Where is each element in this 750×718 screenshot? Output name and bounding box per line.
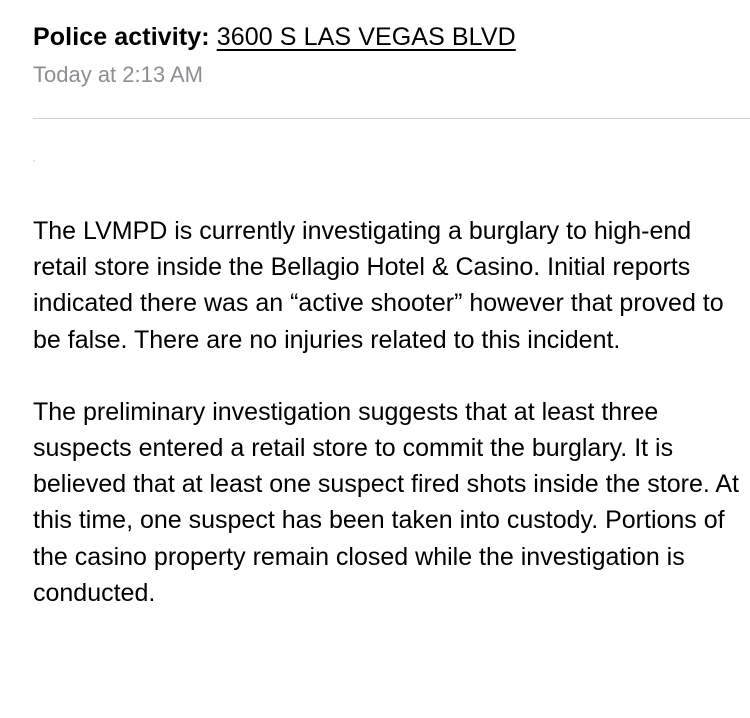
address-link[interactable]: 3600 S LAS VEGAS BLVD <box>216 23 516 51</box>
message-subject <box>33 20 733 54</box>
message-paragraph-1: The LVMPD is currently investigating a burglary to high-end retail store inside the Bellagio Hotel & Casino. Initial reports indicated there was an “active shooter” however that proved to be false. There are no injuries related to this incident. <box>33 217 724 354</box>
message-body <box>33 213 743 611</box>
decorative-dot <box>33 160 35 162</box>
message-paragraph-2: The preliminary investigation suggests that at least three suspects entered a retail store to commit the burglary. It is believed that at least one suspect fired shots inside the store. At this time, one suspect has been taken into custody. Portions of the casino property remain closed while the investigation is conducted. <box>33 397 739 607</box>
message-header <box>33 20 733 90</box>
message-timestamp: Today at 2:13 AM <box>33 62 203 87</box>
header-divider <box>33 118 750 119</box>
subject-prefix: Police activity: <box>33 23 217 51</box>
